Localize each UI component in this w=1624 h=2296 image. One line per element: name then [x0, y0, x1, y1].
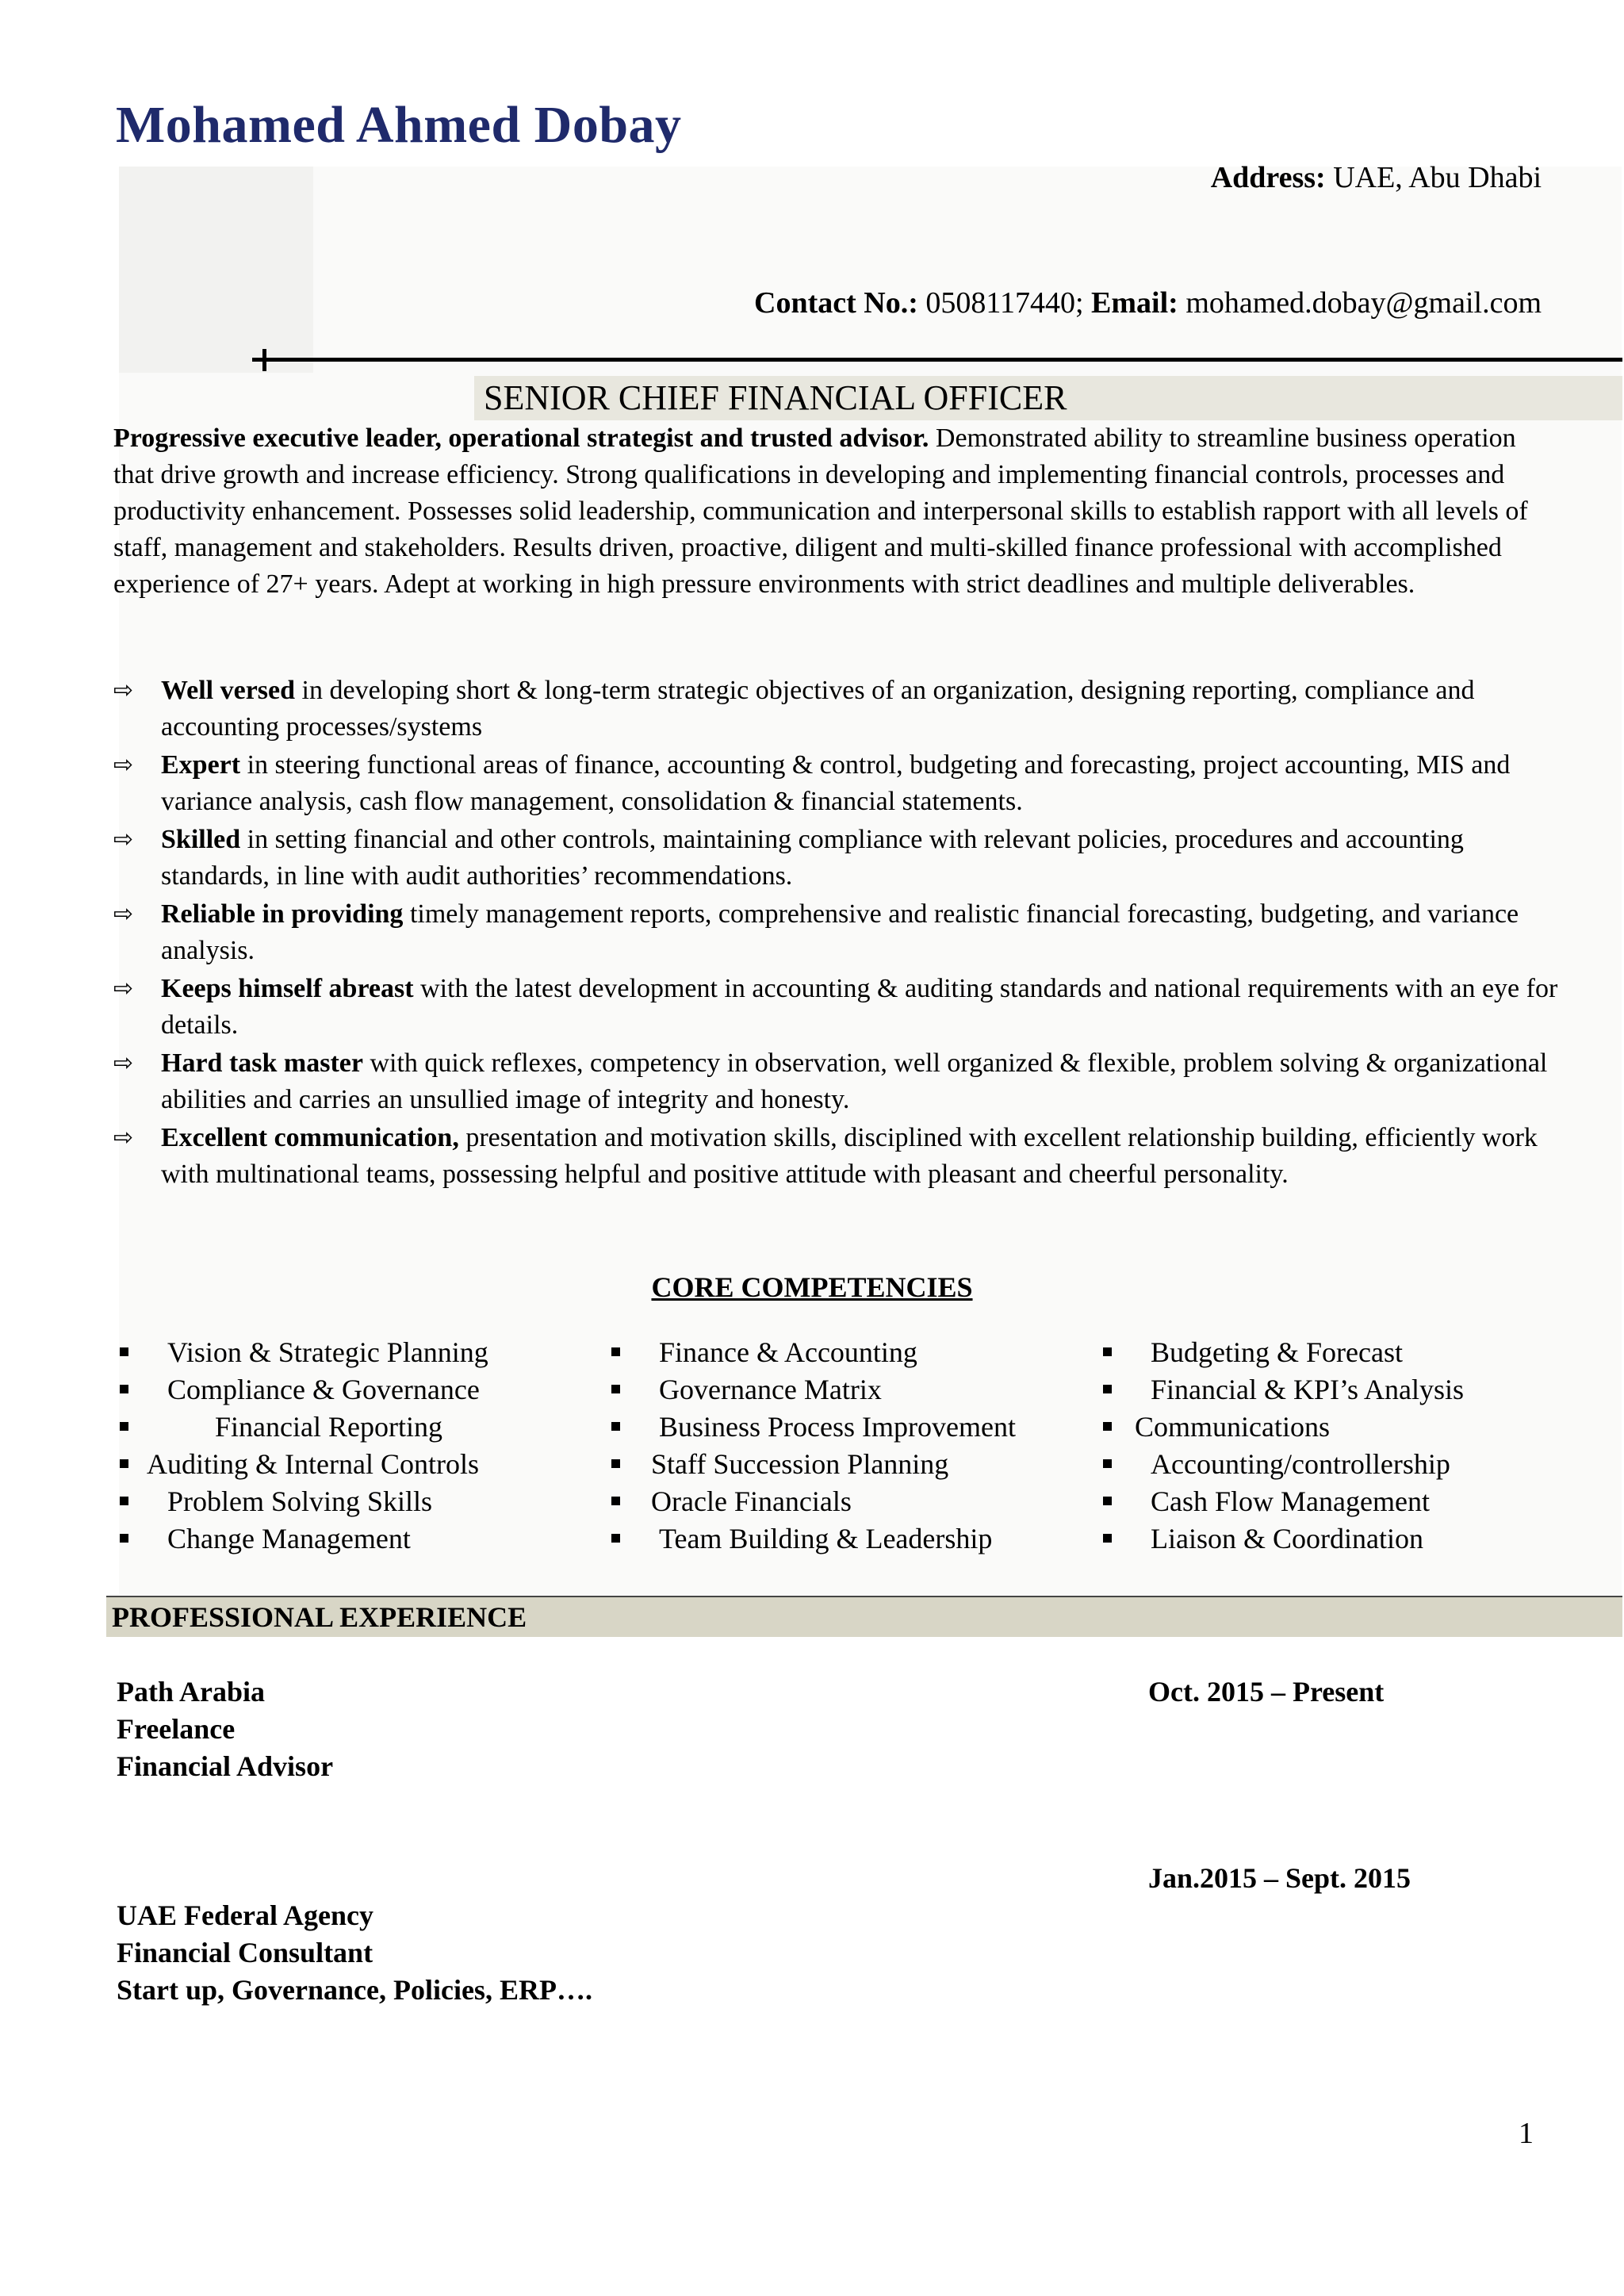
strength-item — [113, 1045, 1565, 1118]
strength-text: with quick reflexes, competency in observation, well organized & flexible, problem solving & organizational abilities and carries an unsullied image of integrity and honesty. — [161, 1048, 1548, 1114]
competency-item — [605, 1483, 1081, 1520]
job-focus: Start up, Governance, Policies, ERP…. — [117, 1974, 592, 2006]
competency-item — [1097, 1446, 1572, 1483]
email-label: Email: — [1091, 286, 1178, 320]
competency-label: Team Building & Leadership — [659, 1523, 993, 1554]
competency-label: Vision & Strategic Planning — [167, 1336, 488, 1368]
strength-bold: Hard task master — [161, 1048, 363, 1078]
strength-item — [113, 822, 1565, 895]
strength-bold: Skilled — [161, 825, 241, 854]
square-bullet-icon — [611, 1385, 620, 1393]
competency-item — [113, 1371, 589, 1409]
strength-text: with the latest development in accounting & auditing standards and national requirements with an eye for details. — [161, 974, 1558, 1040]
strength-text: in developing short & long-term strategic objectives of an organization, designing reporting, compliance and accounting processes/systems — [161, 676, 1475, 742]
arrow-right-icon: ⇨ — [113, 826, 134, 853]
competency-item — [113, 1483, 589, 1520]
arrow-right-icon: ⇨ — [113, 751, 134, 779]
job-title: SENIOR CHIEF FINANCIAL OFFICER — [484, 378, 1067, 417]
competency-item — [605, 1409, 1081, 1446]
competency-item — [605, 1334, 1081, 1371]
competency-column-2 — [605, 1334, 1081, 1558]
square-bullet-icon — [120, 1459, 128, 1468]
competency-item — [1097, 1483, 1572, 1520]
competency-label: Staff Succession Planning — [651, 1448, 949, 1480]
competency-label: Change Management — [167, 1523, 411, 1554]
header-divider — [252, 358, 1622, 362]
arrow-right-icon: ⇨ — [113, 1124, 134, 1152]
summary-lead: Progressive executive leader, operational strategist and trusted advisor. — [113, 424, 929, 453]
page-number: 1 — [1519, 2117, 1534, 2150]
arrow-right-icon: ⇨ — [113, 975, 134, 1002]
strength-item — [113, 747, 1565, 820]
competency-item — [605, 1520, 1081, 1558]
competency-label: Governance Matrix — [659, 1374, 882, 1405]
competency-label: Auditing & Internal Controls — [147, 1448, 479, 1480]
job-type: Freelance — [117, 1713, 236, 1745]
address-label: Address: — [1210, 161, 1326, 194]
square-bullet-icon — [120, 1385, 128, 1393]
competency-column-3 — [1097, 1334, 1572, 1558]
strength-text: presentation and motivation skills, disciplined with excellent relationship building, efficiently work with multinational teams, possessing helpful and positive attitude with pleasant and cheerful personality. — [161, 1123, 1538, 1189]
competency-column-1 — [113, 1334, 589, 1558]
square-bullet-icon — [1103, 1347, 1112, 1356]
strength-item — [113, 1120, 1565, 1193]
address-value: UAE, Abu Dhabi — [1325, 161, 1542, 194]
arrow-right-icon: ⇨ — [113, 677, 134, 704]
job-role: Financial Advisor — [117, 1750, 334, 1782]
strength-text: timely management reports, comprehensive and realistic financial forecasting, budgeting, and variance analysis. — [161, 899, 1519, 965]
strength-text: in setting financial and other controls, maintaining compliance with relevant policies, procedures and accounting standards, in line with audit authorities’ recommendations. — [161, 825, 1464, 891]
strength-item — [113, 896, 1565, 969]
job-entry — [117, 1673, 333, 1785]
competency-label: Communications — [1135, 1411, 1330, 1443]
competency-label: Oracle Financials — [651, 1485, 852, 1517]
competency-item — [113, 1520, 589, 1558]
square-bullet-icon — [611, 1347, 620, 1356]
competency-item — [1097, 1334, 1572, 1371]
contact-label: Contact No.: — [754, 286, 918, 320]
competency-label: Compliance & Governance — [167, 1374, 480, 1405]
strength-item — [113, 673, 1565, 746]
competency-label: Financial Reporting — [215, 1411, 442, 1443]
competency-label: Financial & KPI’s Analysis — [1151, 1374, 1464, 1405]
square-bullet-icon — [1103, 1459, 1112, 1468]
square-bullet-icon — [1103, 1497, 1112, 1505]
address-line — [1211, 160, 1542, 195]
competency-item — [605, 1446, 1081, 1483]
strength-item — [113, 971, 1565, 1044]
competency-label: Problem Solving Skills — [167, 1485, 433, 1517]
arrow-right-icon: ⇨ — [113, 1049, 134, 1077]
job-company: Path Arabia — [117, 1676, 266, 1708]
competency-label: Finance & Accounting — [659, 1336, 917, 1368]
core-competencies-heading: CORE COMPETENCIES — [651, 1271, 973, 1303]
summary-body: Demonstrated ability to streamline business operation that drive growth and increase efficiency. Strong qualifications in developing and implementing financial controls, processes and productivity enhancement. Possesses solid leadership, communication and interpersonal skills to establish rapport with all levels of staff, management and stakeholders. Results driven, proactive, diligent and multi-skilled finance professional with accomplished experience of 27+ years. Adept at working in high pressure environments with strict deadlines and multiple deliverables. — [113, 424, 1528, 599]
square-bullet-icon — [611, 1534, 620, 1543]
competency-item — [1097, 1371, 1572, 1409]
competency-label: Cash Flow Management — [1151, 1485, 1430, 1517]
competency-item — [113, 1409, 589, 1446]
email-value: mohamed.dobay@gmail.com — [1178, 286, 1542, 320]
job-company: UAE Federal Agency — [117, 1899, 373, 1931]
competency-label: Budgeting & Forecast — [1151, 1336, 1403, 1368]
divider-mark-vertical — [262, 349, 266, 371]
square-bullet-icon — [1103, 1422, 1112, 1431]
square-bullet-icon — [611, 1497, 620, 1505]
strength-text: in steering functional areas of finance, accounting & control, budgeting and forecasting, project accounting, MIS and variance analysis, cash flow management, consolidation & financial statements. — [161, 750, 1511, 816]
competency-item — [605, 1371, 1081, 1409]
square-bullet-icon — [120, 1422, 128, 1431]
experience-heading: PROFESSIONAL EXPERIENCE — [112, 1601, 527, 1633]
competency-item — [1097, 1520, 1572, 1558]
job-entry — [117, 1897, 592, 2009]
profile-summary — [113, 420, 1541, 603]
contact-value: 0508117440; — [917, 286, 1092, 320]
square-bullet-icon — [120, 1497, 128, 1505]
competency-item — [113, 1446, 589, 1483]
square-bullet-icon — [120, 1534, 128, 1543]
competency-item — [113, 1334, 589, 1371]
strength-bold: Well versed — [161, 676, 296, 705]
strength-bold: Reliable in providing — [161, 899, 404, 929]
square-bullet-icon — [611, 1422, 620, 1431]
square-bullet-icon — [120, 1347, 128, 1356]
page-shading-accent — [119, 167, 313, 373]
job-dates: Oct. 2015 – Present — [1148, 1676, 1385, 1708]
job-dates: Jan.2015 – Sept. 2015 — [1148, 1862, 1411, 1894]
strength-bold: Keeps himself abreast — [161, 974, 414, 1003]
competency-label: Business Process Improvement — [659, 1411, 1016, 1443]
square-bullet-icon — [1103, 1534, 1112, 1543]
contact-line — [754, 286, 1542, 320]
summary-paragraph — [113, 420, 1541, 603]
strengths-list — [113, 673, 1565, 1194]
core-competencies-grid — [113, 1334, 1541, 1564]
square-bullet-icon — [611, 1459, 620, 1468]
strength-bold: Excellent communication, — [161, 1123, 459, 1152]
competency-item — [1097, 1409, 1572, 1446]
job-role: Financial Consultant — [117, 1937, 373, 1968]
strength-bold: Expert — [161, 750, 241, 780]
arrow-right-icon: ⇨ — [113, 900, 134, 928]
competency-label: Liaison & Coordination — [1151, 1523, 1423, 1554]
candidate-name: Mohamed Ahmed Dobay — [116, 96, 682, 154]
competency-label: Accounting/controllership — [1151, 1448, 1450, 1480]
square-bullet-icon — [1103, 1385, 1112, 1393]
